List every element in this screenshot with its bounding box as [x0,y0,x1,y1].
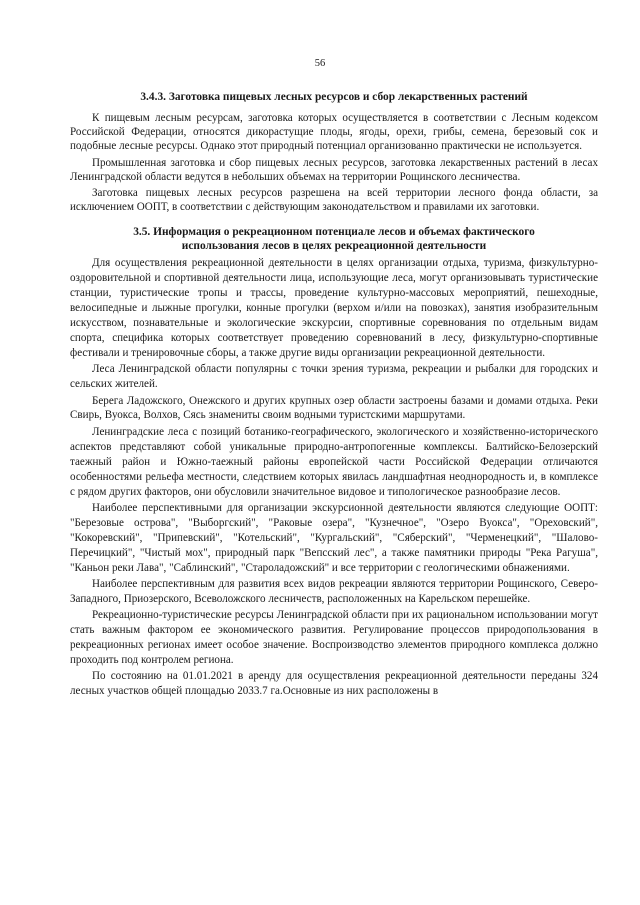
section-food-resources [70,90,598,214]
paragraph: Наиболее перспективными для организации экскурсионной деятельности являются следующие ООПТ: "Березовые острова", "Выборгский", "Раковые озера", "Кузнечное", "Озеро Вуокса", "Ореховский", "Кокоревский", "Припевский", "Котельский", "Кургальский", "Сяберский", "Черменецкий", "Шалово-Перечицкий", "Чистый мох", природный парк "Вепсский лес", а также памятники природы "Река Рагуша", "Каньон реки Лава", "Саблинский", "Староладожский" и все территории с геологическими обнажениями. [70,501,598,574]
paragraph: Заготовка пищевых лесных ресурсов разрешена на всей территории лесного фонда области, за исключением ООПТ, в соответствии с действующим законодательством и правилами их заготовки. [70,187,598,214]
paragraph: Рекреационно-туристические ресурсы Ленинградской области при их рациональном использовании могут стать важным фактором ее экономического развития. Регулирование процессов природопользования в рекреационных регионах имеет особое значение. Воспроизводство элементов природного комплекса должно проходить под контролем региона. [70,609,598,666]
section-recreation [70,225,598,699]
paragraph: По состоянию на 01.01.2021 в аренду для осуществления рекреационной деятельности переданы 324 лесных участков общей площадью 2033.7 га.Основные из них расположены в [70,670,598,698]
section-heading-line: 3.5. Информация о рекреационном потенциале лесов и объемах фактического [133,226,535,239]
section-heading [70,225,598,253]
paragraph: К пищевым лесным ресурсам, заготовка которых осуществляется в соответствии с Лесным кодексом Российской Федерации, относятся дикорастущие плоды, ягоды, орехи, грибы, семена, березовый сок и подобные лесные ресурсы. Однако этот природный потенциал организованно практически не используется. [70,112,598,153]
section-heading-line: использования лесов в целях рекреационной деятельности [181,240,487,253]
paragraph: Ленинградские леса с позиций ботанико-географического, экологического и хозяйственно-исторического аспектов представляют собой уникальные природно-антропогенные комплексы. Балтийско-Белозерский таежный район и Южно-таежный районы европейской части Российской Федерации отличаются особенностями рельефа местности, следствием которых явилась ландшафтная неоднородность и, в комплексе с рядом других факторов, они обусловили значительное видовое и типологическое разнообразие лесов. [70,425,598,498]
paragraph: Леса Ленинградской области популярны с точки зрения туризма, рекреации и рыбалки для городских и сельских жителей. [70,363,598,391]
paragraph: Берега Ладожского, Онежского и других крупных озер области застроены базами и домами отдыха. Реки Свирь, Вуокса, Волхов, Сясь знамениты своим водными туристскими маршрутами. [70,394,598,422]
page-number: 56 [314,58,326,69]
paragraph: Промышленная заготовка и сбор пищевых лесных ресурсов, заготовка лекарственных растений в лесах Ленинградской области ведутся в небольших объемах на территории Рощинского лесничества. [70,156,598,183]
paragraph: Для осуществления рекреационной деятельности в целях организации отдыха, туризма, физкультурно-оздоровительной и спортивной деятельности лица, использующие леса, могут организовывать туристические станции, туристические тропы и трассы, проведение культурно-массовых мероприятий, пешеходные, велосипедные и лыжные прогулки, конные прогулки (верхом и/или на повозках), занятия изобразительным искусством, познавательные и экологические экскурсии, спортивные соревнования по отдельным видам спорта, специфика которых соответствует проведению соревнований в лесу, физкультурно-спортивные фестивали и тренировочные сборы, а также другие виды организации рекреационной деятельности. [70,257,598,359]
section-heading: 3.4.3. Заготовка пищевых лесных ресурсов и сбор лекарственных растений [140,91,528,103]
paragraph: Наиболее перспективным для развития всех видов рекреации являются территории Рощинского, Северо-Западного, Приозерского, Всеволожского лесничеств, расположенных на Карельском перешейке. [70,577,598,605]
